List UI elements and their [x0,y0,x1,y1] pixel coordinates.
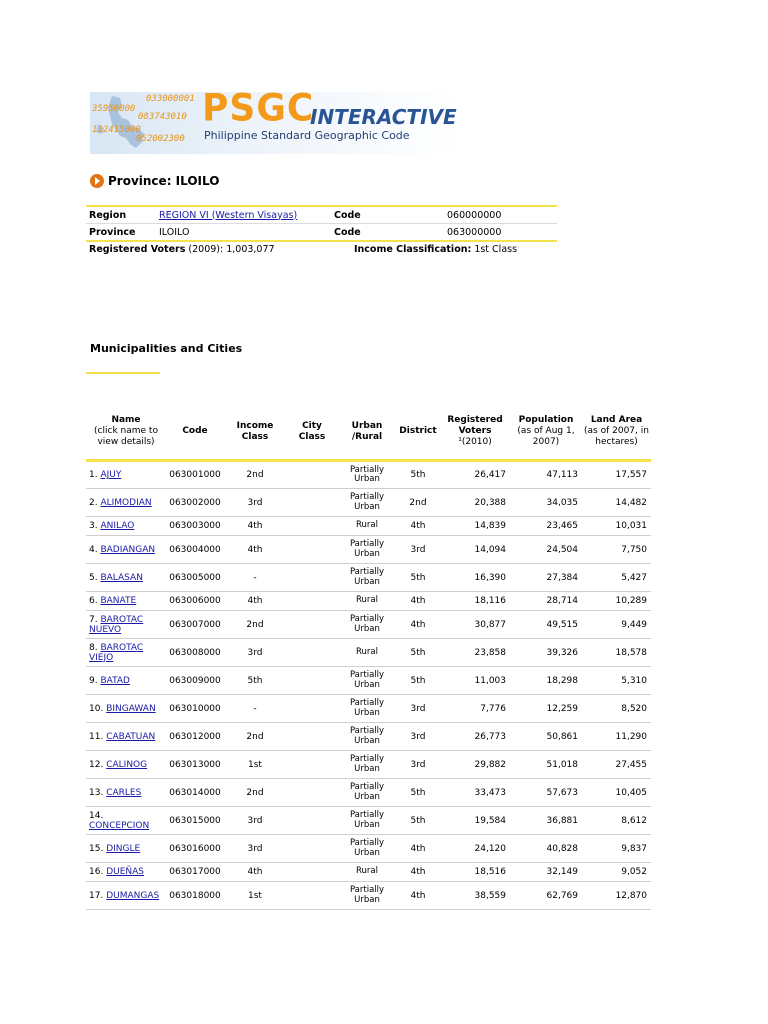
region-link[interactable]: REGION VI (Western Visayas) [159,209,298,221]
registered-voters [89,244,275,255]
municipality-name-cell [86,863,166,882]
municipality-link[interactable]: CALINOG [106,759,148,770]
population-value: 28,714 [510,592,582,611]
district: 5th [396,779,440,807]
registered-voters-value: 38,559 [440,882,510,910]
district: 4th [396,835,440,863]
banner-code: 052002300 [136,134,185,144]
registered-voters-value: 18,116 [440,592,510,611]
income-class: 3rd [224,489,286,517]
section-underline [86,372,160,374]
land-area-value: 8,612 [582,807,651,835]
land-area-value: 9,052 [582,863,651,882]
district: 4th [396,863,440,882]
population-value: 62,769 [510,882,582,910]
row-number: 16. [89,867,104,877]
table-row [86,751,651,779]
code-label: Code [331,224,444,242]
code-label: Code [331,206,444,224]
population-value: 51,018 [510,751,582,779]
municipality-code: 063008000 [166,639,224,667]
municipality-code: 063013000 [166,751,224,779]
municipality-link[interactable]: ANILAO [100,521,135,531]
city-class [286,695,338,723]
municipality-code: 063003000 [166,517,224,536]
registered-voters-value: 14,839 [440,517,510,536]
municipality-name-cell [86,536,166,564]
land-area-value: 5,427 [582,564,651,592]
land-area-value: 5,310 [582,667,651,695]
municipality-name-cell [86,882,166,910]
urban-rural: Partially Urban [338,835,396,863]
urban-rural: Partially Urban [338,882,396,910]
urban-rural: Rural [338,863,396,882]
urban-rural: Partially Urban [338,723,396,751]
registered-voters-value: 29,882 [440,751,510,779]
municipality-code: 063002000 [166,489,224,517]
row-number: 11. [89,731,104,742]
banner-subtitle: Philippine Standard Geographic Code [204,129,410,142]
municipality-name-cell [86,639,166,667]
municipality-code: 063018000 [166,882,224,910]
row-number: 2. [89,497,98,508]
income-class: 4th [224,592,286,611]
district: 4th [396,592,440,611]
province-value: ILOILO [156,224,331,242]
district: 4th [396,882,440,910]
urban-rural: Partially Urban [338,536,396,564]
municipality-name-cell [86,564,166,592]
district: 3rd [396,695,440,723]
table-row [86,564,651,592]
municipality-link[interactable]: AJUY [100,470,122,480]
district: 2nd [396,489,440,517]
header-land: Land Area (as of 2007, in hectares) [582,404,651,461]
header-income: Income Class [224,404,286,461]
table-row [86,779,651,807]
province-header [90,172,219,190]
city-class [286,489,338,517]
urban-rural: Partially Urban [338,779,396,807]
district: 4th [396,517,440,536]
header-district: District [396,404,440,461]
income-label: Income Classification: [354,244,472,255]
income-class: 4th [224,863,286,882]
city-class [286,863,338,882]
city-class [286,667,338,695]
municipality-link[interactable]: BAROTAC NUEVO [89,614,144,635]
row-number: 9. [89,675,98,686]
city-class [286,564,338,592]
voters-label: Registered Voters [89,244,186,255]
municipality-link[interactable]: DUEÑAS [106,867,145,877]
row-number: 7. [89,614,98,625]
table-row [86,882,651,910]
district: 3rd [396,751,440,779]
municipality-link[interactable]: CARLES [106,787,142,798]
region-label: Region [86,206,156,224]
municipality-name-cell [86,517,166,536]
population-value: 39,326 [510,639,582,667]
row-number: 13. [89,787,104,798]
municipality-name-cell [86,461,166,489]
table-row [86,695,651,723]
land-area-value: 7,750 [582,536,651,564]
urban-rural: Partially Urban [338,489,396,517]
table-row [86,611,651,639]
land-area-value: 10,289 [582,592,651,611]
population-value: 36,881 [510,807,582,835]
banner-code: 112415000 [92,125,141,135]
province-title: Province: ILOILO [108,174,220,188]
municipality-link[interactable]: ALIMODIAN [100,497,152,508]
population-value: 47,113 [510,461,582,489]
land-area-value: 17,557 [582,461,651,489]
municipality-name-cell [86,611,166,639]
table-row [86,461,651,489]
psgc-banner [90,92,460,154]
region-code: 060000000 [444,206,557,224]
registered-voters-value: 26,417 [440,461,510,489]
table-row [86,592,651,611]
city-class [286,536,338,564]
district: 3rd [396,536,440,564]
municipality-code: 063017000 [166,863,224,882]
header-code: Code [166,404,224,461]
header-voters: Registered Voters ¹(2010) [440,404,510,461]
voters-value: 1,003,077 [226,244,275,255]
banner-code: 35950000 [92,104,136,114]
land-area-value: 9,449 [582,611,651,639]
urban-rural: Rural [338,592,396,611]
table-row [86,517,651,536]
municipality-code: 063001000 [166,461,224,489]
registered-voters-value: 24,120 [440,835,510,863]
municipality-link[interactable]: CABATUAN [106,731,156,742]
district: 5th [396,807,440,835]
population-value: 23,465 [510,517,582,536]
income-class: 1st [224,751,286,779]
population-value: 50,861 [510,723,582,751]
urban-rural: Partially Urban [338,564,396,592]
city-class [286,517,338,536]
header-name: Name (click name to view details) [86,404,166,461]
city-class [286,461,338,489]
registered-voters-value: 19,584 [440,807,510,835]
municipality-link[interactable]: BANATE [100,596,137,606]
municipality-link[interactable]: DUMANGAS [106,890,160,901]
district: 4th [396,611,440,639]
income-class: 4th [224,517,286,536]
municipality-link[interactable]: BADIANGAN [100,544,156,555]
row-number: 6. [89,596,98,606]
table-row [86,863,651,882]
city-class [286,751,338,779]
income-class: 3rd [224,639,286,667]
province-info-table [86,205,557,242]
voters-year: (2009): [185,244,227,255]
table-row [86,536,651,564]
banner-code: 083743010 [138,112,187,122]
row-number: 8. [89,642,98,653]
district: 5th [396,667,440,695]
municipality-link[interactable]: BALASAN [100,572,143,583]
municipality-code: 063006000 [166,592,224,611]
registered-voters-value: 33,473 [440,779,510,807]
registered-voters-value: 18,516 [440,863,510,882]
land-area-value: 14,482 [582,489,651,517]
urban-rural: Rural [338,639,396,667]
land-area-value: 18,578 [582,639,651,667]
land-area-value: 12,870 [582,882,651,910]
urban-rural: Partially Urban [338,695,396,723]
municipality-name-cell [86,695,166,723]
urban-rural: Partially Urban [338,461,396,489]
city-class [286,807,338,835]
banner-logo: PSGC [202,92,315,131]
income-value: 1st Class [474,244,518,255]
table-row [86,639,651,667]
land-area-value: 10,031 [582,517,651,536]
city-class [286,779,338,807]
income-class: 1st [224,882,286,910]
municipality-name-cell [86,807,166,835]
row-number: 5. [89,572,98,583]
income-class: 3rd [224,807,286,835]
table-row [86,835,651,863]
urban-rural: Rural [338,517,396,536]
municipalities-table [86,404,651,910]
registered-voters-value: 14,094 [440,536,510,564]
registered-voters-value: 26,773 [440,723,510,751]
registered-voters-value: 30,877 [440,611,510,639]
banner-logo-suffix: INTERACTIVE [310,105,457,129]
income-classification [354,244,517,255]
registered-voters-value: 20,388 [440,489,510,517]
header-city: City Class [286,404,338,461]
municipality-name-cell [86,667,166,695]
municipality-code: 063012000 [166,723,224,751]
income-class: - [224,564,286,592]
city-class [286,611,338,639]
municipality-code: 063007000 [166,611,224,639]
income-class: 2nd [224,611,286,639]
income-class: 2nd [224,723,286,751]
row-number: 12. [89,759,104,770]
land-area-value: 10,405 [582,779,651,807]
row-number: 3. [89,521,98,531]
income-class: 2nd [224,779,286,807]
land-area-value: 11,290 [582,723,651,751]
municipality-name-cell [86,592,166,611]
registered-voters-value: 7,776 [440,695,510,723]
municipality-link[interactable]: DINGLE [106,843,141,854]
header-population: Population (as of Aug 1, 2007) [510,404,582,461]
registered-voters-value: 11,003 [440,667,510,695]
municipality-link[interactable]: CONCEPCION [89,820,150,831]
city-class [286,723,338,751]
row-number: 15. [89,843,104,854]
district: 5th [396,564,440,592]
row-number: 4. [89,544,98,555]
district: 5th [396,461,440,489]
row-number: 17. [89,890,104,901]
row-number: 10. [89,703,104,714]
header-urban: Urban /Rural [338,404,396,461]
urban-rural: Partially Urban [338,667,396,695]
municipality-code: 063016000 [166,835,224,863]
municipality-link[interactable]: BINGAWAN [106,703,156,714]
income-class: 3rd [224,835,286,863]
municipality-name-cell [86,723,166,751]
land-area-value: 27,455 [582,751,651,779]
population-value: 27,384 [510,564,582,592]
population-value: 24,504 [510,536,582,564]
table-row [86,807,651,835]
income-class: 4th [224,536,286,564]
registered-voters-value: 23,858 [440,639,510,667]
municipality-code: 063004000 [166,536,224,564]
municipality-link[interactable]: BAROTAC VIEJO [89,642,144,663]
municipality-code: 063009000 [166,667,224,695]
table-row [86,489,651,517]
municipality-name-cell [86,751,166,779]
income-class: 5th [224,667,286,695]
district: 5th [396,639,440,667]
registered-voters-value: 16,390 [440,564,510,592]
row-number: 14. [89,810,104,821]
income-class: 2nd [224,461,286,489]
municipality-code: 063014000 [166,779,224,807]
land-area-value: 8,520 [582,695,651,723]
population-value: 34,035 [510,489,582,517]
population-value: 12,259 [510,695,582,723]
municipality-code: 063010000 [166,695,224,723]
urban-rural: Partially Urban [338,611,396,639]
municipality-name-cell [86,489,166,517]
row-number: 1. [89,470,98,480]
population-value: 32,149 [510,863,582,882]
municipality-name-cell [86,835,166,863]
land-area-value: 9,837 [582,835,651,863]
municipality-code: 063005000 [166,564,224,592]
city-class [286,835,338,863]
city-class [286,592,338,611]
banner-code: 033000001 [146,94,195,104]
municipality-code: 063015000 [166,807,224,835]
population-value: 40,828 [510,835,582,863]
section-title: Municipalities and Cities [90,342,243,355]
population-value: 49,515 [510,611,582,639]
province-label: Province [86,224,156,242]
income-class: - [224,695,286,723]
province-code: 063000000 [444,224,557,242]
city-class [286,639,338,667]
table-header-row [86,404,651,461]
district: 3rd [396,723,440,751]
urban-rural: Partially Urban [338,751,396,779]
municipality-name-cell [86,779,166,807]
table-row [86,667,651,695]
city-class [286,882,338,910]
population-value: 57,673 [510,779,582,807]
urban-rural: Partially Urban [338,807,396,835]
play-circle-icon [90,174,104,188]
population-value: 18,298 [510,667,582,695]
municipality-link[interactable]: BATAD [100,675,130,686]
table-row [86,723,651,751]
